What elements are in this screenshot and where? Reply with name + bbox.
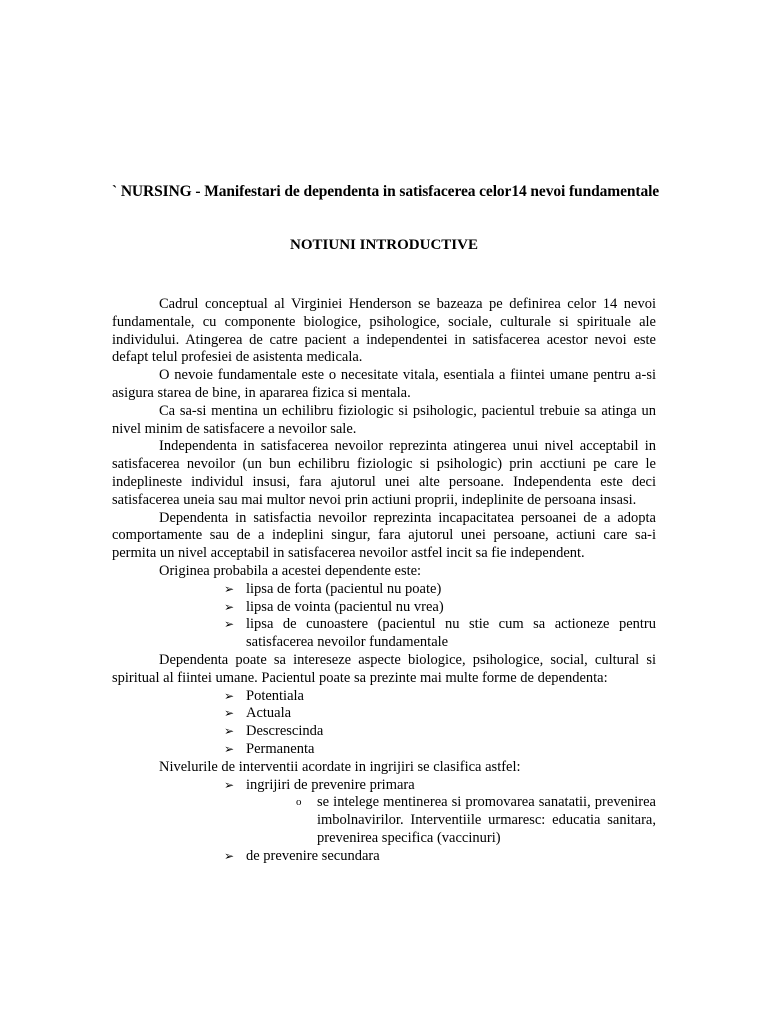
paragraph: Ca sa-si mentina un echilibru fiziologic si psihologic, pacientul trebuie sa atinga un nivel minim de satisfacere a nevoilor sale. — [112, 402, 656, 437]
list-item: ➢ Permanenta — [224, 740, 315, 757]
paragraph: Independenta in satisfacerea nevoilor reprezinta atingerea unui nivel acceptabil in satisfacerea nevoilor (un bun echilibru fiziologic si psihologic) prin acctiuni pe care le indeplineste individul insusi, fara ajutorul unei alte persoane. Independenta este deci satisfacerea uneia sau mai multor nevoi prin actiuni proprii, indeplinite de persoana insasi. — [112, 438, 656, 508]
levels-list — [112, 777, 656, 866]
list-item: ➢ Descrescinda — [224, 723, 324, 740]
arrow-bullet-icon: ➢ — [224, 777, 235, 792]
arrow-bullet-icon: ➢ — [224, 599, 235, 614]
arrow-bullet-icon: ➢ — [224, 688, 235, 703]
arrow-bullet-icon: ➢ — [224, 848, 235, 863]
list-item: ➢ ingrijiri de prevenire primara o se intelege mentinerea si promovarea sanatatii, prevenirea imbolnavirilor. Interventiile urmaresc: educatia sanitara, prevenirea specifica (vaccinuri) — [224, 776, 656, 846]
sub-list — [246, 794, 656, 847]
document-body — [112, 296, 656, 866]
document-title: ` NURSING - Manifestari de dependenta in satisfacerea celor14 nevoi fundamentale — [112, 183, 660, 200]
arrow-bullet-icon: ➢ — [224, 724, 235, 739]
list-item: ➢ de prevenire secundara — [224, 847, 380, 864]
paragraph: Cadrul conceptual al Virginiei Henderson se bazeaza pe definirea celor 14 nevoi fundamentale, cu componente biologice, psihologice, sociale, culturale si spirituale ale individului. Atingerea de catre pacient a independentei in satisfacerea acestor nevoi este defapt telul profesiei de asistenta medicala. — [112, 296, 656, 366]
list-item: ➢ lipsa de forta (pacientul nu poate) — [224, 580, 442, 597]
list-item: ➢ Potentiala — [224, 687, 304, 704]
arrow-bullet-icon: ➢ — [224, 706, 235, 721]
paragraph: Nivelurile de interventii acordate in ingrijiri se clasifica astfel: — [159, 758, 521, 775]
arrow-bullet-icon: ➢ — [224, 617, 235, 632]
arrow-bullet-icon: ➢ — [224, 741, 235, 756]
list-item: ➢ Actuala — [224, 705, 292, 722]
arrow-bullet-icon: ➢ — [224, 581, 235, 596]
circle-bullet-icon: o — [296, 796, 302, 809]
origin-list — [112, 581, 656, 652]
sub-list-item: o se intelege mentinerea si promovarea sanatatii, prevenirea imbolnavirilor. Interventiile urmaresc: educatia sanitara, prevenirea specifica (vaccinuri) — [296, 794, 656, 846]
paragraph: Originea probabila a acestei dependente este: — [159, 562, 422, 579]
paragraph: Dependenta in satisfactia nevoilor reprezinta incapacitatea persoanei de a adopta comportamente sau de a indeplini singur, fara ajutorul unei persoane, actiuni care sa-i permita un nivel acceptabil in satisfacerea nevoilor astfel incit sa fie independent. — [112, 509, 656, 562]
paragraph: Dependenta poate sa intereseze aspecte biologice, psihologice, social, cultural si spiritual al fiintei umane. Pacientul poate sa prezinte mai multe forme de dependenta: — [112, 651, 656, 686]
list-item: ➢ lipsa de vointa (pacientul nu vrea) — [224, 598, 444, 615]
paragraph: O nevoie fundamentale este o necesitate vitala, esentiala a fiintei umane pentru a-si asigura starea de bine, in apararea fizica si mentala. — [112, 367, 656, 401]
list-item: ➢ lipsa de cunoastere (pacientul nu stie cum sa actioneze pentru satisfacerea nevoilor fundamentale — [224, 616, 656, 651]
section-heading: NOTIUNI INTRODUCTIVE — [290, 237, 478, 253]
forms-list — [112, 688, 656, 759]
